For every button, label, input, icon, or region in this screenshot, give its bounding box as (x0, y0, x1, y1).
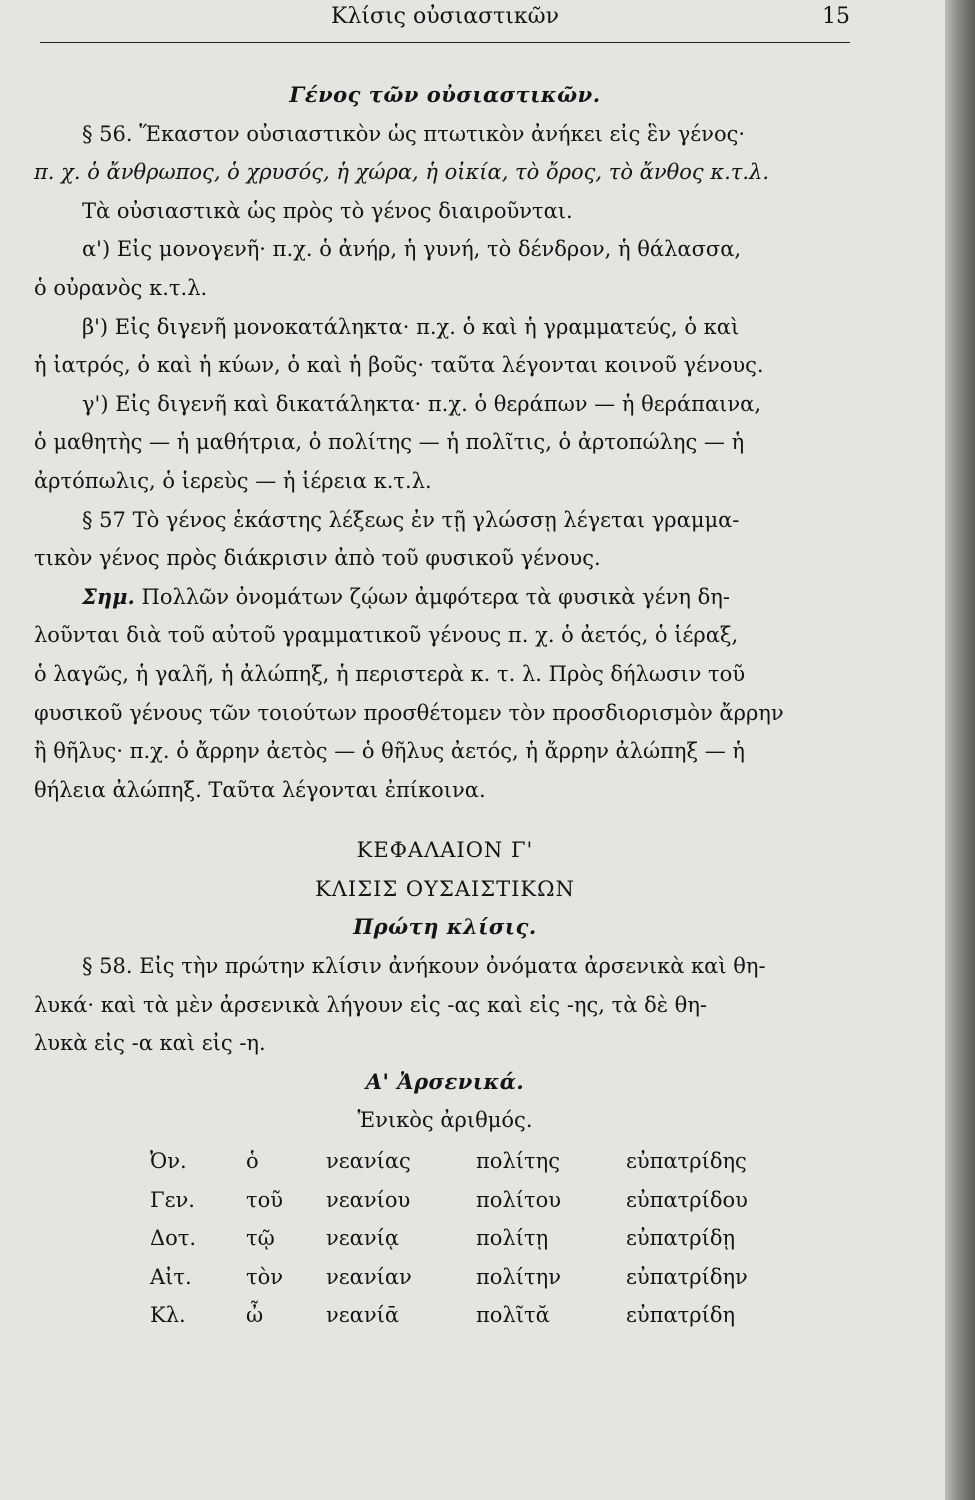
section-title: Γένος τῶν οὐσιαστικῶν. (289, 82, 601, 107)
item-a-line-2: ὁ οὐρανὸς κ.τ.λ. (34, 275, 208, 300)
article: ὦ (246, 1303, 264, 1328)
article: ὁ (246, 1149, 259, 1174)
note-line-2: λοῦνται διὰ τοῦ αὐτοῦ γραμματικοῦ γένους π. χ. ὁ ἀετός, ὁ ἱέραξ, (34, 623, 739, 648)
note-line-6: θήλεια ἀλώπηξ. Ταῦτα λέγονται ἐπίκοινα. (34, 777, 486, 802)
book-spine-edge (945, 0, 975, 1500)
item-a-line-1: α') Εἰς μονογενῆ· π.χ. ὁ ἀνήρ, ἡ γυνή, τὸ δένδρον, ἡ θάλασσα, (82, 237, 742, 262)
noun-form: πολῖτᾰ (476, 1303, 550, 1328)
chapter-subheading: ΚΛΙΣΙΣ ΟΥΣΑΙΣΤΙΚΩΝ (315, 876, 575, 901)
article: τοῦ (246, 1187, 284, 1212)
noun-form: εὐπατρίδῃ (626, 1226, 736, 1251)
noun-form: πολίτην (476, 1264, 561, 1289)
case-label: Αἰτ. (150, 1264, 192, 1289)
article: τὸν (246, 1264, 284, 1289)
paragraph-57-line-1: § 57 Τὸ γένος ἑκάστης λέξεως ἐν τῇ γλώσσῃ λέγεται γραμμα- (82, 507, 740, 532)
paragraph-58-line-2: λυκά· καὶ τὰ μὲν ἀρσενικὰ λήγουν εἰς -ας καὶ εἰς -ης, τὰ δὲ θη- (34, 992, 707, 1017)
page-header (40, 0, 850, 43)
chapter-heading: ΚΕΦΑΛΑΙΟΝ Γ' (356, 838, 534, 863)
table-row (150, 1258, 748, 1297)
article: τῷ (246, 1226, 275, 1251)
table-row (150, 1181, 748, 1220)
paragraph-56-line-3: Τὰ οὐσιαστικὰ ὡς πρὸς τὸ γένος διαιροῦνται. (82, 198, 573, 223)
noun-form: πολίτου (476, 1187, 562, 1212)
item-c-line-1: γ') Εἰς διγενῆ καὶ δικατάληκτα· π.χ. ὁ θεράπων — ἡ θεράπαινα, (82, 391, 761, 416)
item-b-line-1: β') Εἰς διγενῆ μονοκατάληκτα· π.χ. ὁ καὶ ἡ γραμματεύς, ὁ καὶ (82, 314, 740, 339)
declension-table (150, 1142, 748, 1335)
noun-form: νεανίαν (326, 1264, 412, 1289)
noun-form: πολίτης (476, 1149, 560, 1174)
note-line-1 (34, 578, 856, 617)
item-b-line-2: ἡ ἰατρός, ὁ καὶ ἡ κύων, ὁ καὶ ἡ βοῦς· ταῦτα λέγονται κοινοῦ γένους. (34, 353, 764, 378)
noun-form: εὐπατρίδου (626, 1187, 748, 1212)
paragraph-57-line-2: τικὸν γένος πρὸς διάκρισιν ἀπὸ τοῦ φυσικοῦ γένους. (34, 546, 601, 571)
paragraph-58-line-1: § 58. Εἰς τὴν πρώτην κλίσιν ἀνήκουν ὀνόματα ἀρσενικὰ καὶ θη- (82, 954, 766, 979)
noun-form: εὐπατρίδης (626, 1149, 747, 1174)
page-number: 15 (822, 4, 850, 29)
number-title: Ἑνικὸς ἀριθμός. (357, 1108, 533, 1133)
item-c-line-2: ὁ μαθητὴς — ἡ μαθήτρια, ὁ πολίτης — ἡ πολῖτις, ὁ ἀρτοπώλης — ἡ (34, 430, 745, 455)
note-line-5: ἢ θῆλυς· π.χ. ὁ ἄρρην ἀετὸς — ὁ θῆλυς ἀετός, ἡ ἄρρην ἀλώπηξ — ἡ (34, 739, 746, 764)
noun-form: πολίτῃ (476, 1226, 549, 1251)
noun-form: εὐπατρίδη (626, 1303, 736, 1328)
note-line-3: ὁ λαγῶς, ἡ γαλῆ, ἡ ἀλώπηξ, ἡ περιστερὰ κ. τ. λ. Πρὸς δήλωσιν τοῦ (34, 661, 746, 686)
declension-title: Πρώτη κλίσις. (353, 914, 537, 940)
noun-form: νεανίᾳ (326, 1226, 400, 1251)
noun-form: νεανίας (326, 1149, 411, 1174)
noun-form: νεανίου (326, 1187, 411, 1212)
running-title: Κλίσις οὐσιαστικῶν (331, 4, 559, 29)
noun-form: εὐπατρίδην (626, 1264, 748, 1289)
page-body (34, 76, 856, 1335)
case-label: Κλ. (150, 1303, 186, 1328)
table-row (150, 1142, 748, 1181)
paragraph-56-line-1: § 56. Ἕκαστον οὐσιαστικὸν ὡς πτωτικὸν ἀνήκει εἰς ἓν γένος· (82, 121, 746, 146)
case-label: Δοτ. (150, 1226, 197, 1251)
table-row (150, 1219, 748, 1258)
noun-form: νεανίᾱ (326, 1303, 400, 1328)
masculine-title: Α' Ἀρσενικά. (365, 1068, 525, 1094)
note-label: Σημ. (82, 583, 135, 609)
paragraph-56-line-2: π. χ. ὁ ἄνθρωπος, ὁ χρυσός, ἡ χώρα, ἡ οἰκία, τὸ ὄρος, τὸ ἄνθος κ.τ.λ. (34, 160, 770, 185)
case-label: Γεν. (150, 1187, 195, 1212)
case-label: Ὀν. (150, 1149, 187, 1174)
note-line-4: φυσικοῦ γένους τῶν τοιούτων προσθέτομεν τὸν προσδιορισμὸν ἄρρην (34, 700, 784, 725)
paragraph-58-line-3: λυκὰ εἰς -α καὶ εἰς -η. (34, 1031, 266, 1056)
item-c-line-3: ἀρτόπωλις, ὁ ἱερεὺς — ἡ ἱέρεια κ.τ.λ. (34, 468, 432, 493)
note-line-1-text: Πολλῶν ὀνομάτων ζῴων ἀμφότερα τὰ φυσικὰ γένη δη- (141, 584, 730, 609)
table-row (150, 1296, 748, 1335)
